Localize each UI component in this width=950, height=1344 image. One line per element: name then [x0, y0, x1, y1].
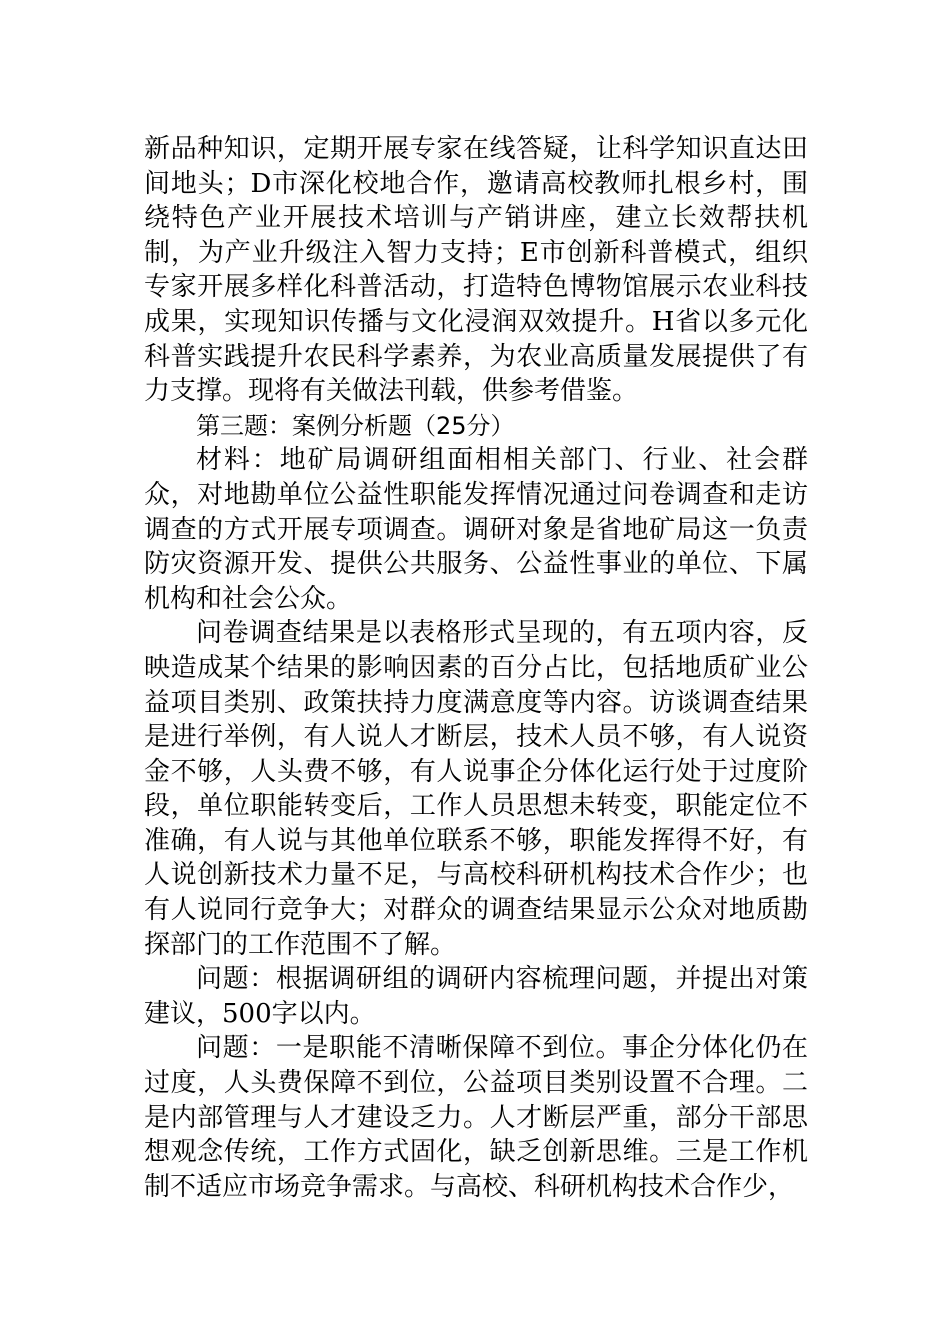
- paragraph-answer: 问题：一是职能不清晰保障不到位。事企分体化仍在过度，人头费保障不到位，公益项目类别设置不合理。二是内部管理与人才建设乏力。人才断层严重，部分干部思想观念传统，工作方式固化，缺乏创新思维。三是工作机制不适应市场竞争需求。与高校、科研机构技术合作少，: [144, 1033, 808, 1202]
- paragraph-material: 材料：地矿局调研组面相相关部门、行业、社会群众，对地勘单位公益性职能发挥情况通过问卷调查和走访调查的方式开展专项调查。调研对象是省地矿局这一负责防灾资源开发、提供公共服务、公益性事业的单位、下属机构和社会公众。: [144, 445, 808, 614]
- document-page: [144, 132, 808, 1204]
- paragraph-continuation: 新品种知识，定期开展专家在线答疑，让科学知识直达田间地头；D市深化校地合作，邀请高校教师扎根乡村，围绕特色产业开展技术培训与产销讲座，建立长效帮扶机制，为产业升级注入智力支持；E市创新科普模式，组织专家开展多样化科普活动，打造特色博物馆展示农业科技成果，实现知识传播与文化浸润双效提升。H省以多元化科普实践提升农民科学素养，为农业高质量发展提供了有力支撑。现将有关做法刊载，供参考借鉴。: [144, 134, 808, 407]
- paragraph-survey-results: 问卷调查结果是以表格形式呈现的，有五项内容，反映造成某个结果的影响因素的百分占比，包括地质矿业公益项目类别、政策扶持力度满意度等内容。访谈调查结果是进行举例，有人说人才断层，技术人员不够，有人说资金不够，人头费不够，有人说事企分体化运行处于过度阶段，单位职能转变后，工作人员思想未转变，职能定位不准确，有人说与其他单位联系不够，职能发挥得不好，有人说创新技术力量不足，与高校科研机构技术合作少；也有人说同行竞争大；对群众的调查结果显示公众对地质勘探部门的工作范围不了解。: [144, 618, 808, 960]
- section-title: 第三题：案例分析题（25分）: [196, 411, 515, 440]
- paragraph-question: 问题：根据调研组的调研内容梳理问题，并提出对策建议，500字以内。: [144, 964, 808, 1029]
